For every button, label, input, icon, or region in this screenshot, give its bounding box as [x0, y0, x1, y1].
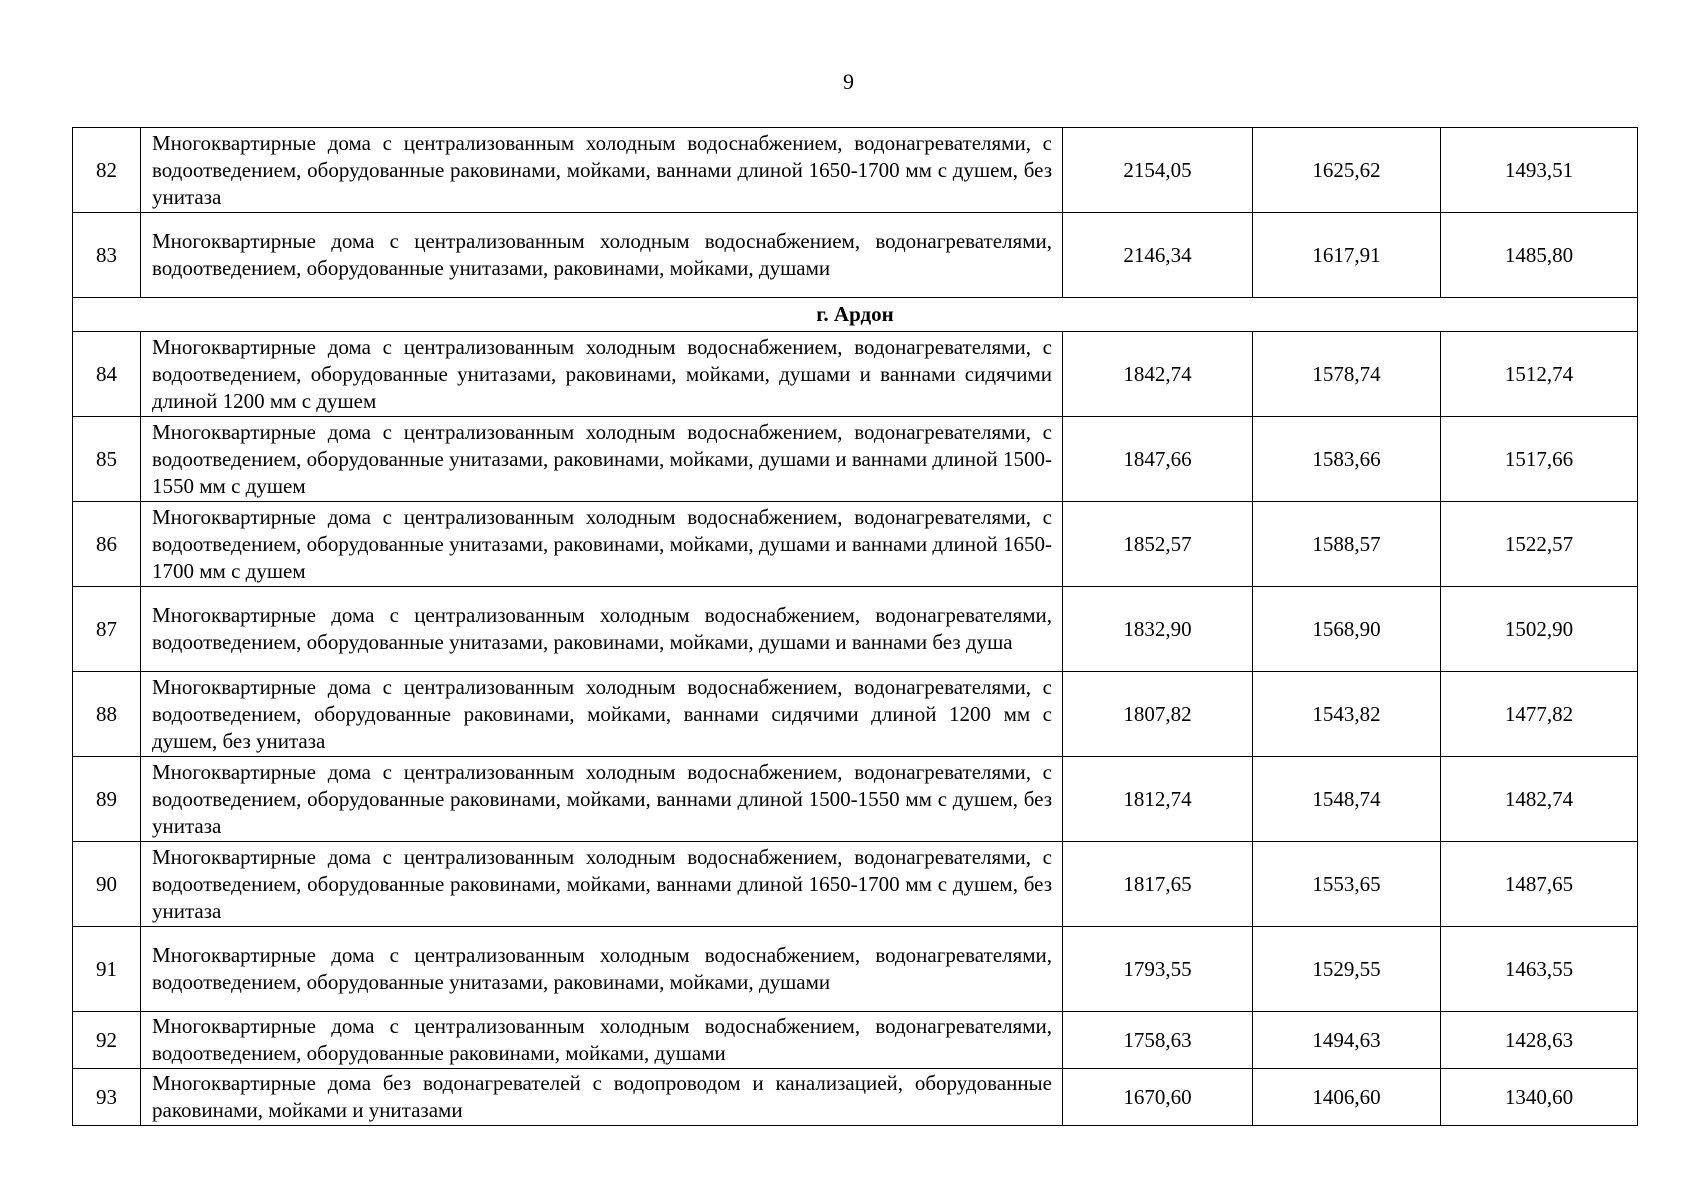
table-row: [73, 502, 1638, 587]
row-description: Многоквартирные дома с централизованным холодным водоснабжением, водонагревателями, с водоотведением, оборудованные унитазами, раковинами, мойками, душами и ваннами длиной 1650-1700 мм с душем: [141, 502, 1063, 587]
tariff-value-3: 1502,90: [1441, 587, 1638, 672]
tariff-value-3: 1493,51: [1441, 128, 1638, 213]
section-title: г. Ардон: [73, 298, 1638, 332]
tariff-value-3: 1463,55: [1441, 927, 1638, 1012]
tariff-value-3: 1482,74: [1441, 757, 1638, 842]
row-number: 93: [73, 1069, 141, 1126]
row-number: 89: [73, 757, 141, 842]
row-description: Многоквартирные дома с централизованным холодным водоснабжением, водонагревателями, с водоотведением, оборудованные унитазами, раковинами, мойками, душами и ваннами сидячими длиной 1200 мм с душем: [141, 332, 1063, 417]
row-number: 83: [73, 213, 141, 298]
tariff-value-1: 1832,90: [1063, 587, 1253, 672]
tariff-value-2: 1568,90: [1253, 587, 1441, 672]
tariff-value-1: 1807,82: [1063, 672, 1253, 757]
tariff-value-2: 1494,63: [1253, 1012, 1441, 1069]
row-number: 88: [73, 672, 141, 757]
tariff-value-1: 2146,34: [1063, 213, 1253, 298]
tariff-value-1: 2154,05: [1063, 128, 1253, 213]
tariff-value-1: 1793,55: [1063, 927, 1253, 1012]
tariff-value-1: 1812,74: [1063, 757, 1253, 842]
page-number: 9: [843, 69, 854, 94]
table-row: [73, 213, 1638, 298]
row-description: Многоквартирные дома с централизованным холодным водоснабжением, водонагревателями, водоотведением, оборудованные унитазами, раковинами, мойками, душами и ваннами без душа: [141, 587, 1063, 672]
tariff-value-1: 1817,65: [1063, 842, 1253, 927]
tariff-value-2: 1529,55: [1253, 927, 1441, 1012]
tariff-value-3: 1487,65: [1441, 842, 1638, 927]
tariff-value-2: 1588,57: [1253, 502, 1441, 587]
row-number: 87: [73, 587, 141, 672]
tariff-value-2: 1583,66: [1253, 417, 1441, 502]
tariff-value-2: 1406,60: [1253, 1069, 1441, 1126]
row-description: Многоквартирные дома с централизованным холодным водоснабжением, водонагревателями, водоотведением, оборудованные раковинами, мойками, душами: [141, 1012, 1063, 1069]
tariff-value-2: 1578,74: [1253, 332, 1441, 417]
tariff-value-3: 1340,60: [1441, 1069, 1638, 1126]
tariff-value-1: 1852,57: [1063, 502, 1253, 587]
table-row: [73, 332, 1638, 417]
table-row: [73, 1012, 1638, 1069]
table-row: [73, 842, 1638, 927]
tariff-value-3: 1485,80: [1441, 213, 1638, 298]
section-row: [73, 298, 1638, 332]
tariff-value-3: 1477,82: [1441, 672, 1638, 757]
table-row: [73, 128, 1638, 213]
tariff-value-2: 1553,65: [1253, 842, 1441, 927]
table-row: [73, 757, 1638, 842]
row-description: Многоквартирные дома с централизованным холодным водоснабжением, водонагревателями, с водоотведением, оборудованные раковинами, мойками, ваннами сидячими длиной 1200 мм с душем, без унитаза: [141, 672, 1063, 757]
row-description: Многоквартирные дома без водонагревателей с водопроводом и канализацией, оборудованные раковинами, мойками и унитазами: [141, 1069, 1063, 1126]
tariff-value-1: 1758,63: [1063, 1012, 1253, 1069]
tariff-value-3: 1522,57: [1441, 502, 1638, 587]
row-number: 85: [73, 417, 141, 502]
table-row: [73, 417, 1638, 502]
row-description: Многоквартирные дома с централизованным холодным водоснабжением, водонагревателями, водоотведением, оборудованные унитазами, раковинами, мойками, душами: [141, 213, 1063, 298]
table-row: [73, 927, 1638, 1012]
row-description: Многоквартирные дома с централизованным холодным водоснабжением, водонагревателями, водоотведением, оборудованные унитазами, раковинами, мойками, душами: [141, 927, 1063, 1012]
table-row: [73, 672, 1638, 757]
tariff-value-1: 1670,60: [1063, 1069, 1253, 1126]
table-row: [73, 587, 1638, 672]
row-description: Многоквартирные дома с централизованным холодным водоснабжением, водонагревателями, с водоотведением, оборудованные унитазами, раковинами, мойками, душами и ваннами длиной 1500-1550 мм с душем: [141, 417, 1063, 502]
tariff-value-1: 1842,74: [1063, 332, 1253, 417]
row-number: 82: [73, 128, 141, 213]
tariff-value-2: 1548,74: [1253, 757, 1441, 842]
tariff-value-2: 1625,62: [1253, 128, 1441, 213]
tariff-value-2: 1543,82: [1253, 672, 1441, 757]
tariff-table: [72, 127, 1638, 1126]
tariff-value-3: 1512,74: [1441, 332, 1638, 417]
row-description: Многоквартирные дома с централизованным холодным водоснабжением, водонагревателями, с водоотведением, оборудованные раковинами, мойками, ваннами длиной 1500-1550 мм с душем, без унитаза: [141, 757, 1063, 842]
row-number: 90: [73, 842, 141, 927]
row-number: 92: [73, 1012, 141, 1069]
row-number: 86: [73, 502, 141, 587]
row-description: Многоквартирные дома с централизованным холодным водоснабжением, водонагревателями, с водоотведением, оборудованные раковинами, мойками, ваннами длиной 1650-1700 мм с душем, без унитаза: [141, 128, 1063, 213]
row-description: Многоквартирные дома с централизованным холодным водоснабжением, водонагревателями, с водоотведением, оборудованные раковинами, мойками, ваннами длиной 1650-1700 мм с душем, без унитаза: [141, 842, 1063, 927]
tariff-value-3: 1517,66: [1441, 417, 1638, 502]
tariff-value-1: 1847,66: [1063, 417, 1253, 502]
row-number: 84: [73, 332, 141, 417]
row-number: 91: [73, 927, 141, 1012]
tariff-value-3: 1428,63: [1441, 1012, 1638, 1069]
tariff-value-2: 1617,91: [1253, 213, 1441, 298]
table-row: [73, 1069, 1638, 1126]
